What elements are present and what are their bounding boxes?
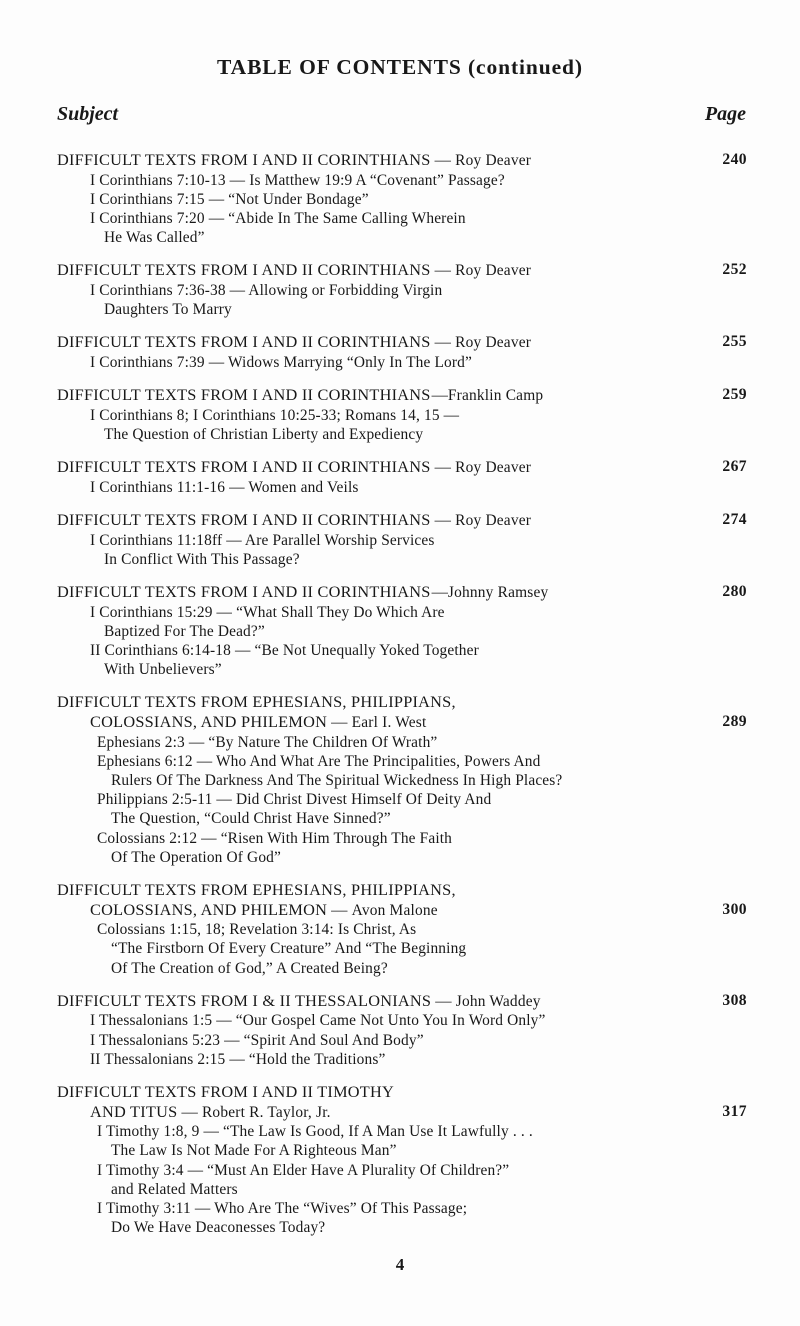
toc-entry-title: COLOSSIANS, AND PHILEMON — [90, 712, 328, 731]
toc-entry-author: Earl I. West — [351, 714, 427, 731]
toc-entry-heading-line — [57, 150, 747, 171]
toc-entry-author: Roy Deaver — [455, 152, 532, 169]
toc-subentry-line: I Corinthians 7:15 — “Not Under Bondage” — [90, 190, 369, 208]
toc-entry-author: Roy Deaver — [455, 262, 532, 280]
toc-subentry-line: Colossians 2:12 — “Risen With Him Through The Faith — [97, 829, 453, 847]
toc-entry-title: DIFFICULT TEXTS FROM EPHESIANS, PHILIPPIANS, — [57, 880, 456, 900]
toc-subentry-line: Daughters To Marry — [104, 301, 232, 319]
toc-subentry-line: and Related Matters — [111, 1180, 238, 1198]
toc-entry[interactable] — [57, 991, 747, 1069]
toc-entry-title: AND TITUS — [90, 1101, 178, 1121]
toc-subentry-line: Ephesians 2:3 — “By Nature The Children Of Wrath” — [97, 733, 438, 751]
toc-entry[interactable] — [57, 457, 747, 497]
toc-entry-heading-line — [57, 880, 747, 900]
toc-entry-dash: — — [434, 457, 452, 477]
toc-subentry-line: The Law Is Not Made For A Righteous Man” — [111, 1142, 397, 1160]
toc-entry-title: COLOSSIANS, AND PHILEMON — [90, 899, 328, 919]
toc-subentry-line: Ephesians 6:12 — Who And What Are The Principalities, Powers And — [97, 752, 541, 770]
toc-subentry-line: I Corinthians 7:36-38 — Allowing or Forbidding Virgin — [90, 282, 443, 299]
toc-entry-page-number: 317 — [722, 1102, 747, 1120]
toc-subentry-line: I Timothy 3:11 — Who Are The “Wives” Of This Passage; — [97, 1200, 468, 1218]
toc-entry-title: DIFFICULT TEXTS FROM I AND II CORINTHIANS — [57, 332, 431, 352]
toc-subentry-line: I Corinthians 7:10-13 — Is Matthew 19:9 A “Covenant” Passage? — [90, 171, 505, 189]
toc-subentry-line: I Corinthians 11:18ff — Are Parallel Worship Services — [90, 531, 435, 549]
toc-subentry-line: Of The Operation Of God” — [111, 848, 281, 866]
toc-entry-author: Johnny Ramsey — [447, 584, 549, 601]
toc-entry[interactable] — [57, 260, 747, 319]
toc-entry-author: John Waddey — [455, 992, 541, 1010]
toc-entry-page-number: 289 — [722, 713, 747, 730]
column-headers — [57, 103, 746, 126]
toc-entry-dash: — — [431, 582, 447, 601]
toc-subentry-line: In Conflict With This Passage? — [104, 550, 300, 568]
toc-entry-dash: — — [434, 510, 452, 529]
toc-entry-page-number: 300 — [722, 900, 747, 918]
toc-subentry-line: Colossians 1:15, 18; Revelation 3:14: Is Christ, As — [97, 921, 417, 939]
toc-entry-heading-line — [57, 1082, 747, 1102]
toc-subentry-line: Of The Creation of God,” A Created Being? — [111, 959, 388, 977]
toc-subentry-line: I Timothy 1:8, 9 — “The Law Is Good, If A Man Use It Lawfully . . . — [97, 1123, 533, 1141]
toc-subentry-line: I Thessalonians 1:5 — “Our Gospel Came Not Unto You In Word Only” — [90, 1012, 546, 1030]
toc-entry-page-number: 308 — [722, 991, 747, 1009]
toc-subentry-line: I Thessalonians 5:23 — “Spirit And Soul And Body” — [90, 1031, 424, 1049]
toc-subentry-line: Philippians 2:5-11 — Did Christ Divest Himself Of Deity And — [97, 791, 492, 809]
toc-subentry-line: II Corinthians 6:14-18 — “Be Not Unequally Yoked Together — [90, 642, 479, 659]
toc-entry-heading-line — [57, 712, 747, 733]
toc-entry[interactable] — [57, 385, 747, 444]
toc-entry[interactable] — [57, 692, 747, 867]
toc-entry-title: DIFFICULT TEXTS FROM I AND II CORINTHIANS — [57, 510, 431, 529]
toc-subentry-line: I Corinthians 7:39 — Widows Marrying “Only In The Lord” — [90, 354, 472, 371]
toc-subentry-line: I Timothy 3:4 — “Must An Elder Have A Plurality Of Children?” — [97, 1161, 510, 1179]
toc-subentry-line: I Corinthians 11:1-16 — Women and Veils — [90, 478, 359, 496]
toc-entry-page-number: 267 — [722, 458, 747, 476]
toc-subentry-line: I Corinthians 8; I Corinthians 10:25-33; Romans 14, 15 — — [90, 406, 460, 424]
toc-entry-author: Roy Deaver — [455, 512, 532, 529]
toc-entry-dash: — — [331, 899, 348, 919]
toc-entry-dash: — — [434, 260, 452, 280]
toc-entry-heading-line — [57, 260, 747, 281]
column-header-subject: Subject — [57, 103, 119, 125]
toc-entry-author: Roy Deaver — [455, 334, 532, 352]
toc-entry-page-number: 280 — [722, 583, 747, 600]
toc-subentry-line: I Corinthians 7:20 — “Abide In The Same Calling Wherein — [90, 210, 466, 227]
toc-entry-title: DIFFICULT TEXTS FROM EPHESIANS, PHILIPPIANS, — [57, 692, 456, 712]
toc-entry-list — [57, 150, 747, 1237]
toc-entry-title: DIFFICULT TEXTS FROM I & II THESSALONIANS — [57, 990, 432, 1010]
toc-entry-dash: — — [431, 385, 447, 405]
toc-entry-dash: — — [434, 332, 452, 352]
toc-entry-page-number: 252 — [722, 261, 747, 279]
toc-subentry-line: I Corinthians 15:29 — “What Shall They Do Which Are — [90, 603, 445, 621]
toc-entry-heading-line — [57, 991, 747, 1012]
page-title: TABLE OF CONTENTS (continued) — [217, 55, 583, 79]
toc-entry-title: DIFFICULT TEXTS FROM I AND II CORINTHIANS — [57, 150, 431, 169]
toc-entry-title: DIFFICULT TEXTS FROM I AND II CORINTHIANS — [57, 260, 431, 280]
toc-entry-page-number: 274 — [722, 511, 747, 528]
toc-subentry-line: “The Firstborn Of Every Creature” And “The Beginning — [111, 940, 467, 958]
toc-entry-dash: — — [331, 712, 348, 731]
toc-entry[interactable] — [57, 150, 747, 247]
toc-entry-heading-line — [57, 332, 747, 353]
toc-entry-dash: — — [181, 1101, 198, 1121]
toc-subentry-line: The Question of Christian Liberty and Expediency — [104, 426, 424, 443]
toc-entry-dash: — — [435, 990, 452, 1010]
toc-entry-title: DIFFICULT TEXTS FROM I AND II CORINTHIANS — [57, 385, 431, 405]
toc-subentry-line: With Unbelievers” — [104, 661, 222, 679]
toc-subentry-line: Rulers Of The Darkness And The Spiritual Wickedness In High Places? — [111, 772, 563, 789]
toc-entry-title: DIFFICULT TEXTS FROM I AND II TIMOTHY — [57, 1082, 395, 1102]
toc-entry-page-number: 255 — [722, 333, 747, 351]
toc-entry-author: Franklin Camp — [447, 387, 544, 405]
toc-subentry-line: Do We Have Deaconesses Today? — [111, 1219, 326, 1237]
toc-entry-title: DIFFICULT TEXTS FROM I AND II CORINTHIANS — [57, 457, 431, 477]
toc-entry-heading-line — [57, 510, 747, 531]
toc-entry[interactable] — [57, 332, 747, 372]
toc-entry-dash: — — [434, 150, 452, 169]
toc-entry[interactable] — [57, 582, 747, 679]
column-header-page: Page — [704, 103, 746, 125]
toc-entry-heading-line — [57, 457, 747, 478]
toc-entry-heading-line — [57, 1102, 747, 1123]
toc-subentry-line: Baptized For The Dead?” — [104, 622, 265, 640]
toc-entry-author: Roy Deaver — [455, 459, 532, 477]
toc-entry[interactable] — [57, 1082, 747, 1237]
toc-entry-title: DIFFICULT TEXTS FROM I AND II CORINTHIANS — [57, 582, 431, 601]
toc-entry-page-number: 240 — [722, 151, 747, 168]
toc-entry-heading-line — [57, 385, 747, 406]
toc-entry-author: Avon Malone — [351, 901, 438, 919]
toc-entry-author: Robert R. Taylor, Jr. — [201, 1103, 331, 1121]
toc-entry-heading-line — [57, 900, 747, 921]
toc-subentry-line: II Thessalonians 2:15 — “Hold the Traditions” — [90, 1050, 386, 1068]
toc-subentry-line: The Question, “Could Christ Have Sinned?” — [111, 810, 391, 828]
toc-entry-page-number: 259 — [722, 386, 747, 404]
toc-subentry-line: He Was Called” — [104, 229, 205, 247]
page-folio: 4 — [395, 1255, 405, 1274]
toc-entry-heading-line — [57, 582, 747, 603]
toc-entry[interactable] — [57, 510, 747, 569]
toc-entry-heading-line — [57, 692, 747, 712]
toc-entry[interactable] — [57, 880, 747, 978]
